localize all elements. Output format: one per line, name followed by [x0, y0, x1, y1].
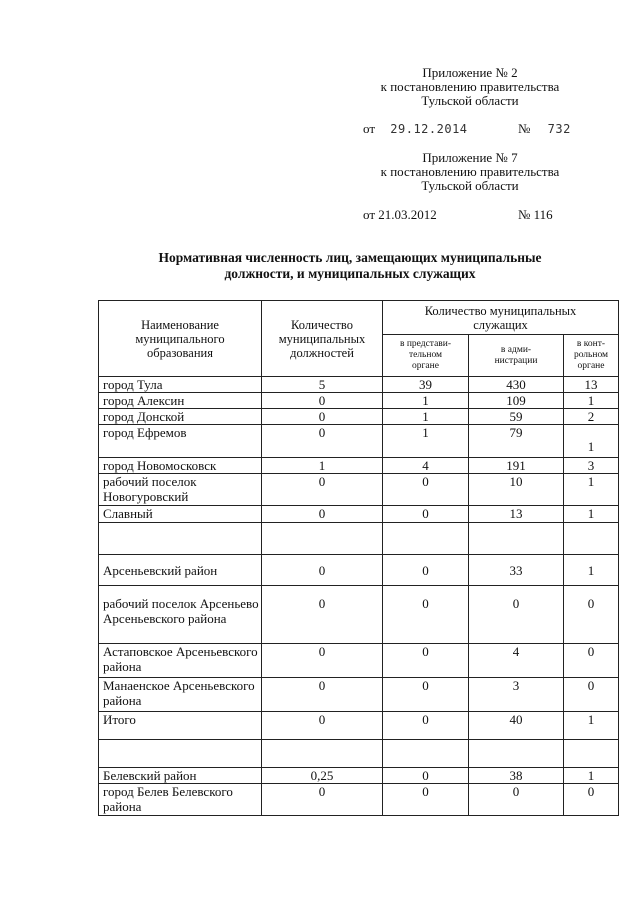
row-positions: 0	[262, 678, 383, 712]
row-admin	[469, 740, 564, 768]
row-name: рабочий поселок Арсеньево Арсеньевского района	[99, 586, 262, 644]
table-row	[99, 425, 619, 458]
row-control	[564, 740, 619, 768]
appendix-7-title: Приложение № 7	[422, 150, 518, 165]
row-admin: 109	[469, 393, 564, 409]
row-control: 0	[564, 586, 619, 644]
table-row	[99, 784, 619, 816]
row-positions: 0	[262, 555, 383, 586]
row-name: Итого	[99, 712, 262, 740]
row-name: город Тула	[99, 377, 262, 393]
row-rep: 0	[383, 555, 469, 586]
row-rep: 0	[383, 474, 469, 506]
row-rep: 39	[383, 377, 469, 393]
handwritten-number: 732	[547, 122, 571, 136]
row-control: 1	[564, 474, 619, 506]
row-admin: 4	[469, 644, 564, 678]
title-line-2: должности, и муниципальных служащих	[224, 266, 476, 281]
row-rep: 0	[383, 586, 469, 644]
row-admin: 38	[469, 768, 564, 784]
row-admin	[469, 523, 564, 555]
appendix-7-region: Тульской области	[421, 178, 519, 193]
row-name: рабочий поселок Новогуровский	[99, 474, 262, 506]
row-positions: 0	[262, 393, 383, 409]
appendix-2-dateline	[363, 121, 583, 137]
row-positions: 0	[262, 586, 383, 644]
row-control: 1	[564, 555, 619, 586]
row-positions	[262, 740, 383, 768]
table-row-total	[99, 712, 619, 740]
row-control: 3	[564, 458, 619, 474]
row-admin: 33	[469, 555, 564, 586]
row-control: 0	[564, 644, 619, 678]
row-admin: 40	[469, 712, 564, 740]
row-name: город Белев Белевского района	[99, 784, 262, 816]
appendix-7-number: № 116	[518, 207, 553, 222]
row-name: Арсеньевский район	[99, 555, 262, 586]
row-name: Манаенское Арсеньевского района	[99, 678, 262, 712]
row-positions: 0	[262, 425, 383, 458]
header-positions-count: Количество муниципальных должностей	[262, 301, 383, 377]
table-row	[99, 586, 619, 644]
table-row-empty	[99, 523, 619, 555]
table-row	[99, 768, 619, 784]
header-representative-body: в представи- тельном органе	[383, 335, 469, 377]
appendix-2-date	[363, 121, 468, 137]
row-positions: 0	[262, 644, 383, 678]
row-control: 0	[564, 784, 619, 816]
row-rep	[383, 740, 469, 768]
row-name	[99, 740, 262, 768]
date-prefix: от	[363, 121, 376, 136]
row-name: Белевский район	[99, 768, 262, 784]
row-control: 1	[564, 425, 619, 458]
row-control: 1	[564, 393, 619, 409]
table-row	[99, 506, 619, 523]
row-rep: 4	[383, 458, 469, 474]
row-control: 1	[564, 506, 619, 523]
row-control	[564, 523, 619, 555]
row-name: Астаповское Арсеньевского района	[99, 644, 262, 678]
row-positions: 0	[262, 784, 383, 816]
header-administration: в адми- нистрации	[469, 335, 564, 377]
row-admin: 13	[469, 506, 564, 523]
header-control-body: в конт- рольном органе	[564, 335, 619, 377]
table-row	[99, 377, 619, 393]
row-positions	[262, 523, 383, 555]
title-line-1: Нормативная численность лиц, замещающих муниципальные	[158, 250, 542, 265]
row-control: 1	[564, 712, 619, 740]
appendix-7-date: от 21.03.2012	[363, 207, 437, 222]
handwritten-date: 29.12.2014	[390, 122, 468, 136]
row-rep: 0	[383, 712, 469, 740]
row-rep: 1	[383, 393, 469, 409]
row-admin: 79	[469, 425, 564, 458]
row-control: 1	[564, 768, 619, 784]
row-name: город Ефремов	[99, 425, 262, 458]
appendix-2-subtitle: к постановлению правительства	[380, 79, 560, 94]
row-rep: 0	[383, 644, 469, 678]
table-row	[99, 678, 619, 712]
row-rep: 0	[383, 768, 469, 784]
row-control: 0	[564, 678, 619, 712]
row-positions: 0	[262, 712, 383, 740]
row-positions: 5	[262, 377, 383, 393]
row-admin: 430	[469, 377, 564, 393]
row-name	[99, 523, 262, 555]
appendix-7-subtitle: к постановлению правительства	[380, 164, 560, 179]
table-row	[99, 644, 619, 678]
row-positions: 0	[262, 409, 383, 425]
row-rep: 0	[383, 784, 469, 816]
document-title	[110, 250, 590, 282]
appendix-2-number	[518, 121, 571, 137]
appendix-2-region: Тульской области	[421, 93, 519, 108]
table-row	[99, 409, 619, 425]
table-row	[99, 474, 619, 506]
row-positions: 1	[262, 458, 383, 474]
row-admin: 10	[469, 474, 564, 506]
header-municipality: Наименование муниципального образования	[99, 301, 262, 377]
header-employees-count: Количество муниципальных служащих	[383, 301, 619, 335]
row-rep: 1	[383, 409, 469, 425]
row-control: 13	[564, 377, 619, 393]
appendix-2-header	[355, 66, 585, 108]
row-rep: 1	[383, 425, 469, 458]
row-control: 2	[564, 409, 619, 425]
row-name: город Алексин	[99, 393, 262, 409]
row-rep: 0	[383, 506, 469, 523]
appendix-2-title: Приложение № 2	[422, 65, 518, 80]
row-admin: 3	[469, 678, 564, 712]
staffing-table	[98, 300, 619, 816]
row-admin: 0	[469, 586, 564, 644]
row-positions: 0,25	[262, 768, 383, 784]
row-admin: 0	[469, 784, 564, 816]
row-rep: 0	[383, 678, 469, 712]
row-rep	[383, 523, 469, 555]
row-admin: 59	[469, 409, 564, 425]
appendix-7-header	[355, 151, 585, 193]
table-row	[99, 555, 619, 586]
row-positions: 0	[262, 474, 383, 506]
number-prefix: №	[518, 121, 531, 136]
table-row	[99, 393, 619, 409]
row-admin: 191	[469, 458, 564, 474]
row-positions: 0	[262, 506, 383, 523]
row-name: город Новомосковск	[99, 458, 262, 474]
appendix-7-dateline	[363, 207, 583, 223]
row-name: Славный	[99, 506, 262, 523]
table-row	[99, 458, 619, 474]
table-row-empty	[99, 740, 619, 768]
row-name: город Донской	[99, 409, 262, 425]
